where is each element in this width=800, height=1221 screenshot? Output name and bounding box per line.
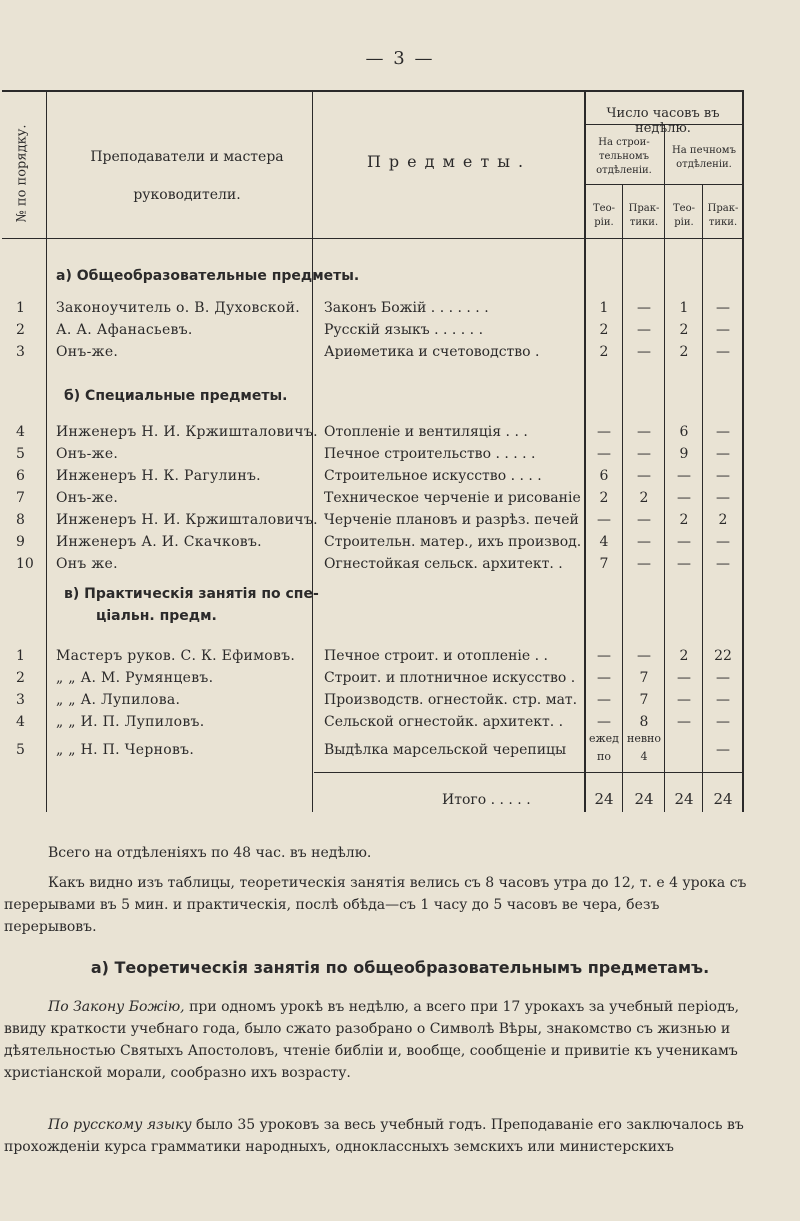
row-subject: Печное строит. и отопленіе . . [324, 648, 548, 664]
row-value: 1 [679, 300, 689, 316]
row-number: 5 [16, 742, 25, 758]
row-value: 8 [639, 714, 649, 730]
row-number: 8 [16, 512, 25, 528]
col-divider-6 [702, 184, 703, 812]
paragraph-total-hours: Всего на отдѣленіяхъ по 48 час. въ недѣлю. [48, 845, 372, 861]
row-subject: Строит. и плотничное искусство . [324, 670, 576, 686]
row-value: 2 [679, 322, 689, 338]
row-value: — [597, 424, 611, 440]
row-value: — [677, 692, 691, 708]
row-value: — [716, 670, 730, 686]
row-number: 4 [16, 714, 25, 730]
row-number: 1 [16, 648, 25, 664]
row-value: 9 [679, 446, 689, 462]
row-value: — [716, 534, 730, 550]
row-subject: Русскій языкъ . . . . . . [324, 322, 484, 338]
row-number: 3 [16, 692, 25, 708]
total-line [314, 772, 744, 773]
row-value: 2 [599, 490, 609, 506]
row-value: — [716, 300, 730, 316]
row-teacher: „ „ А. М. Румянцевъ. [56, 670, 214, 686]
row-value: — [597, 692, 611, 708]
row-value: — [637, 512, 651, 528]
total-value: 24 [634, 790, 654, 808]
page-number: — 3 — [365, 48, 435, 69]
row-teacher: Онъ же. [56, 556, 118, 572]
row-value: — [637, 322, 651, 338]
total-value: 24 [674, 790, 694, 808]
row-subject: Техническое черченіе и рисованіе [324, 490, 581, 506]
subjects-column-header: Предметы. [366, 152, 532, 171]
row-number: 3 [16, 344, 25, 360]
row-value: — [637, 300, 651, 316]
row-value: — [637, 344, 651, 360]
row-subject: Отопленіе и вентиляція . . . [324, 424, 528, 440]
paragraph-law-of-god [4, 996, 752, 1084]
table-header-bottom-border [2, 238, 744, 239]
row-value: — [597, 512, 611, 528]
row-teacher: „ „ А. Лупилова. [56, 692, 181, 708]
row-number: 5 [16, 446, 25, 462]
paragraph-body: было 35 уроковъ за весь учебный годъ. Преподаваніе его заключалось въ прохожденіи курса грамматики народныхъ, одноклассныхъ земскихъ или министерскихъ [4, 1117, 744, 1155]
hours-column-header: Число часовъ въ недѣлю. [606, 106, 720, 136]
row-number: 2 [16, 322, 25, 338]
row-number: 7 [16, 490, 25, 506]
section-title-practical: в) Практическія занятія по спе- [64, 586, 319, 602]
row-value: 7 [639, 670, 649, 686]
row-value: 6 [599, 468, 609, 484]
row-value: — [637, 424, 651, 440]
row-value: — [716, 322, 730, 338]
row-value: — [716, 344, 730, 360]
row-teacher: „ „ И. П. Лупиловъ. [56, 714, 205, 730]
row-value: — [637, 648, 651, 664]
row-value: 2 [679, 648, 689, 664]
row-value: — [716, 446, 730, 462]
row-value: 22 [714, 648, 732, 664]
row-subject: Выдѣлка марсельской черепицы [324, 742, 567, 758]
row-value: — [597, 648, 611, 664]
row-subject: Законъ Божій . . . . . . . [324, 300, 489, 316]
teachers-column-header: Преподаватели и мастера руководители. [90, 149, 284, 203]
total-label: Итого . . . . . [442, 792, 531, 808]
row-value: 2 [718, 512, 728, 528]
row-value: 6 [679, 424, 689, 440]
row-value: — [716, 742, 730, 758]
row-teacher: Инженеръ Н. И. Кржишталовичъ. [56, 424, 318, 440]
row-value: ежед по [589, 732, 619, 763]
row-value: невно 4 [627, 732, 661, 763]
row-value: — [677, 670, 691, 686]
row-value: — [677, 714, 691, 730]
section-title-practical-cont: ціальн. предм. [96, 608, 217, 624]
row-value: 1 [599, 300, 609, 316]
row-value: — [677, 534, 691, 550]
col-divider-2 [312, 90, 313, 812]
row-value: — [716, 468, 730, 484]
row-teacher: Онъ-же. [56, 344, 119, 360]
row-teacher: Онъ-же. [56, 446, 119, 462]
row-teacher: Законоучитель о. В. Духовской. [56, 300, 300, 316]
row-value: 7 [639, 692, 649, 708]
row-value: — [716, 490, 730, 506]
section-title-general: а) Общеобразовательные предметы. [56, 268, 360, 284]
row-subject: Сельской огнестойк. архитект. . [324, 714, 564, 730]
row-subject: Черченіе плановъ и разрѣз. печей [324, 512, 579, 528]
row-value: — [716, 692, 730, 708]
row-value: — [677, 556, 691, 572]
row-number: 9 [16, 534, 25, 550]
row-number: 1 [16, 300, 25, 316]
theory-header-2: Тео-ріи. [673, 203, 695, 228]
row-value: 2 [679, 512, 689, 528]
row-subject: Ариѳметика и счетоводство . [324, 344, 540, 360]
practice-header-1: Прак-тики. [628, 203, 660, 228]
paragraph-lead: По русскому языку [48, 1117, 192, 1133]
row-teacher: Инженеръ Н. И. Кржишталовичъ. [56, 512, 318, 528]
row-number: 2 [16, 670, 25, 686]
row-subject: Огнестойкая сельск. архитект. . [324, 556, 563, 572]
paragraph-russian [4, 1114, 752, 1158]
row-teacher: „ „ Н. П. Черновъ. [56, 742, 195, 758]
row-teacher: Инженеръ Н. К. Рагулинъ. [56, 468, 261, 484]
row-subject: Строительное искусство . . . . [324, 468, 542, 484]
total-value: 24 [713, 790, 733, 808]
hours-table [2, 90, 746, 812]
row-value: — [637, 446, 651, 462]
table-top-border [2, 90, 744, 92]
row-subject: Производств. огнестойк. стр. мат. [324, 692, 578, 708]
row-value: — [677, 468, 691, 484]
row-value: 4 [599, 534, 609, 550]
col-divider-4 [664, 124, 665, 812]
practice-header-2: Прак-тики. [707, 203, 739, 228]
row-value: 2 [599, 344, 609, 360]
theory-header-1: Тео-ріи. [593, 203, 615, 228]
row-number: 6 [16, 468, 25, 484]
row-value: — [677, 490, 691, 506]
row-value: — [637, 556, 651, 572]
col-divider-1 [46, 90, 47, 812]
row-value: — [716, 424, 730, 440]
row-teacher: Онъ-же. [56, 490, 119, 506]
paragraph-schedule: Какъ видно изъ таблицы, теоретическія занятія велись съ 8 часовъ утра до 12, т. е 4 урока съ перерывами въ 5 мин. и практическія, послѣ обѣда—съ 1 часу до 5 часовъ ве чера, безъ перерывовъ. [4, 875, 747, 935]
row-value: 7 [599, 556, 609, 572]
row-value: — [637, 534, 651, 550]
section-heading-theory: а) Теоретическія занятія по общеобразовательнымъ предметамъ. [90, 958, 710, 977]
dept-stove-header: На печномъ отдѣленіи. [672, 145, 736, 170]
row-value: — [716, 714, 730, 730]
row-teacher: Мастеръ руков. С. К. Ефимовъ. [56, 648, 296, 664]
row-value: 2 [679, 344, 689, 360]
section-title-special: б) Специальные предметы. [64, 388, 288, 404]
col-divider-right [742, 90, 744, 812]
col-divider-5 [622, 184, 623, 812]
row-value: — [716, 556, 730, 572]
row-subject: Строительн. матер., ихъ производ. [324, 534, 582, 550]
row-subject: Печное строительство . . . . . [324, 446, 536, 462]
row-number: 4 [16, 424, 25, 440]
row-value: — [597, 670, 611, 686]
row-value: 2 [599, 322, 609, 338]
num-column-header: № по порядку. [14, 124, 30, 223]
row-teacher: А. А. Афанасьевъ. [56, 322, 193, 338]
row-value: — [637, 468, 651, 484]
row-teacher: Инженеръ А. И. Скачковъ. [56, 534, 262, 550]
row-value: 2 [639, 490, 649, 506]
row-number: 10 [16, 556, 34, 572]
total-value: 24 [594, 790, 614, 808]
dept-construction-header: На строи-тельномъ отдѣленіи. [596, 137, 652, 176]
row-value: — [597, 446, 611, 462]
row-value: — [597, 714, 611, 730]
paragraph-lead: По Закону Божію, [48, 999, 185, 1015]
paragraph-body: при одномъ урокѣ въ недѣлю, а всего при 17 урокахъ за учебный періодъ, ввиду краткости учебнаго года, было сжато разобрано о Символѣ Вѣры, знакомство съ жизнью и дѣятельностью Святыхъ Апостоловъ, чтеніе библіи и, вообще, сообщеніе и привитіе къ ученикамъ христіанской морали, сообразно ихъ возрасту. [4, 999, 740, 1081]
